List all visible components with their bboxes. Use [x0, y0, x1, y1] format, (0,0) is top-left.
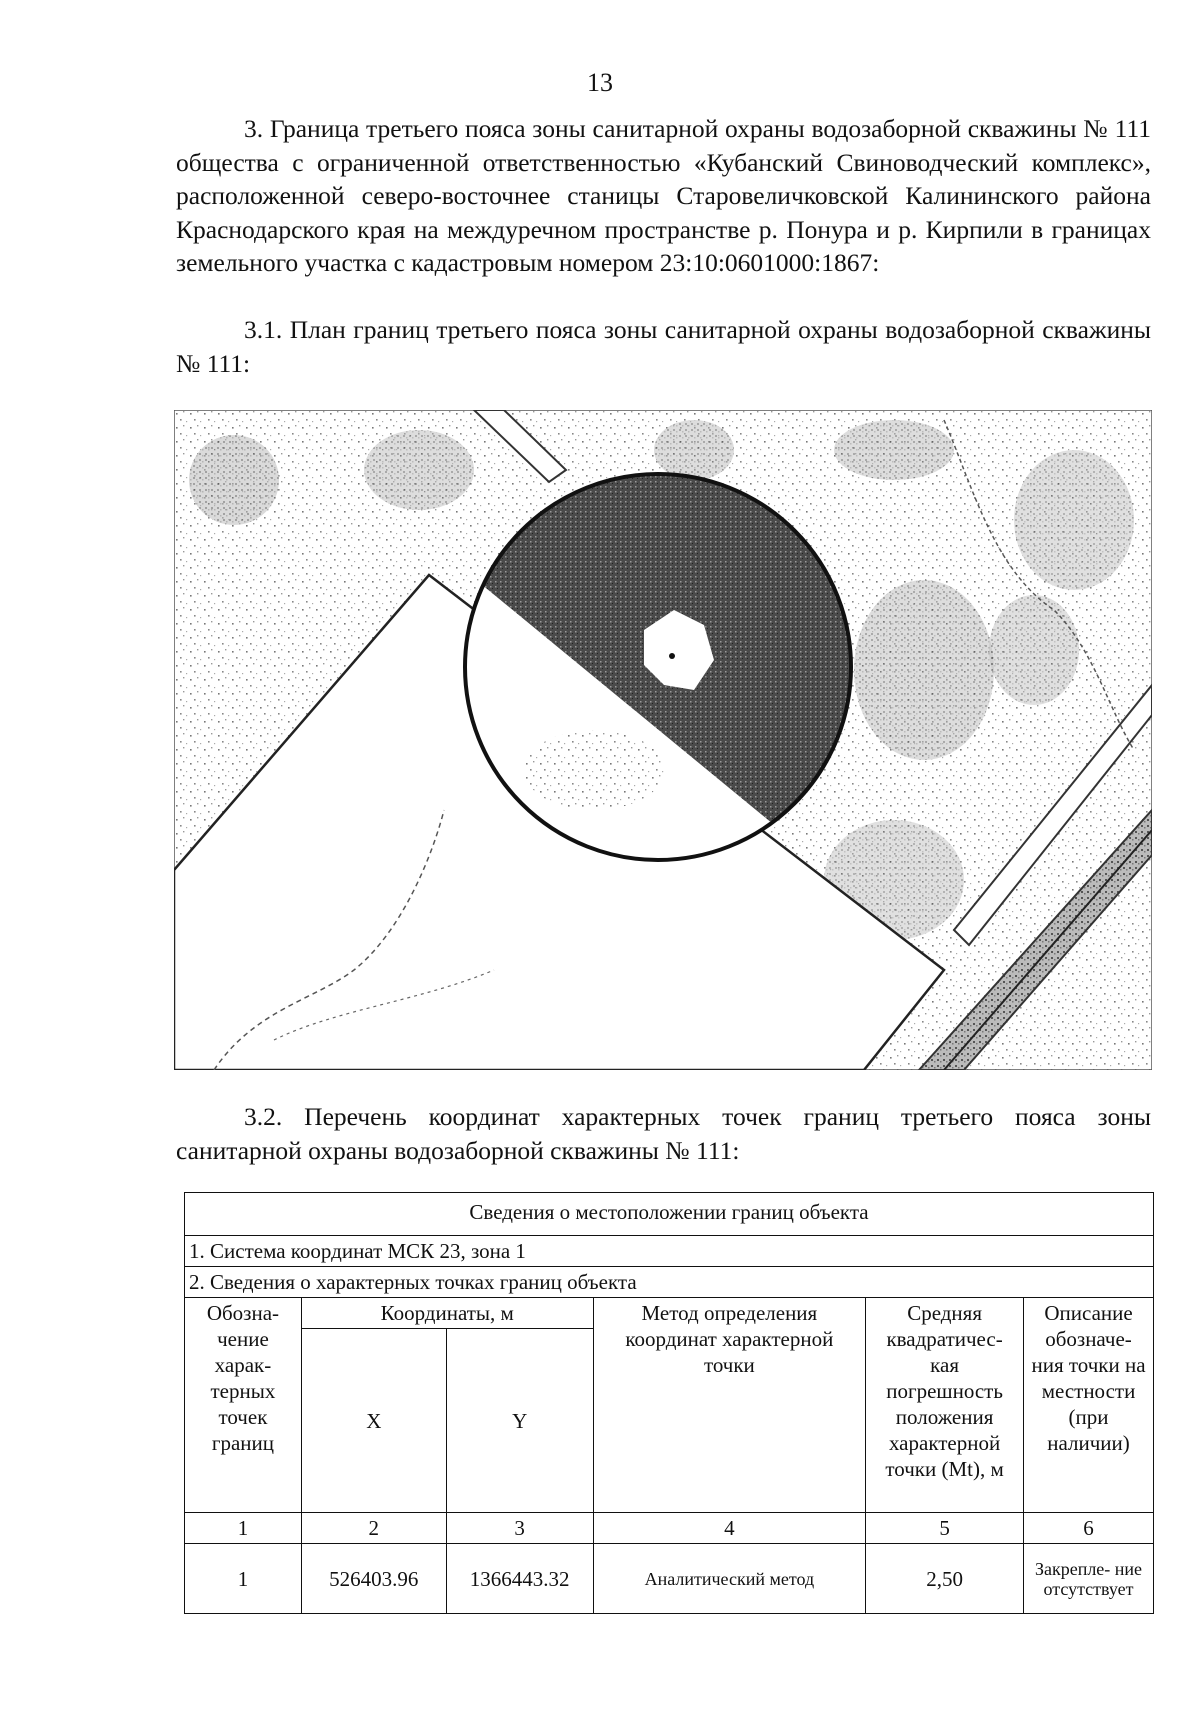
- column-number: 5: [866, 1513, 1024, 1544]
- well-marker: [669, 653, 675, 659]
- header-designation: Обозна- чение харак- терных точек границ: [185, 1298, 302, 1513]
- table-row: [185, 1544, 1154, 1614]
- section-3-paragraph: [176, 112, 1151, 280]
- header-description: Описание обозначе- ния точки на местности (при наличии): [1024, 1298, 1154, 1513]
- column-number: 1: [185, 1513, 302, 1544]
- column-number: 2: [301, 1513, 446, 1544]
- section-3-2-text: 3.2. Перечень координат характерных точек границ третьего пояса зоны санитарной охраны водозаборной скважины № 111:: [176, 1102, 1151, 1165]
- header-y: Y: [446, 1329, 593, 1513]
- header-error: Средняя квадратичес- кая погрешность положения характерной точки (Mt), м: [866, 1298, 1024, 1513]
- header-coordinates: Координаты, м: [301, 1298, 593, 1329]
- cell-y: 1366443.32: [446, 1544, 593, 1614]
- header-x: X: [301, 1329, 446, 1513]
- cell-description: Закрепле- ние отсутствует: [1024, 1544, 1154, 1614]
- cell-method: Аналитический метод: [593, 1544, 866, 1614]
- points-heading: 2. Сведения о характерных точках границ объекта: [185, 1267, 1154, 1298]
- cell-error: 2,50: [866, 1544, 1024, 1614]
- page-number: 13: [587, 68, 613, 97]
- map-image: [174, 410, 1152, 1070]
- cell-x: 526403.96: [301, 1544, 446, 1614]
- coordinates-table: [184, 1192, 1154, 1614]
- column-number: 4: [593, 1513, 866, 1544]
- section-3-1-text: 3.1. План границ третьего пояса зоны санитарной охраны водозаборной скважины № 111:: [176, 315, 1151, 378]
- cell-point: 1: [185, 1544, 302, 1614]
- column-number: 3: [446, 1513, 593, 1544]
- section-3-text: 3. Граница третьего пояса зоны санитарной охраны водозаборной скважины № 111 общества с ограниченной ответственностью «Кубанский Свиноводческий комплекс», расположенной северо-восточнее станицы Старовеличковской Калининского района Краснодарского края на междуречном пространстве р. Понура и р. Кирпили в границах земельного участка с кадастровым номером 23:10:0601000:1867:: [176, 114, 1151, 277]
- header-method: Метод определения координат характерной точки: [593, 1298, 866, 1513]
- column-numbers-row: [185, 1513, 1154, 1544]
- table-title: Сведения о местоположении границ объекта: [185, 1193, 1154, 1236]
- boundary-plan-map: [174, 410, 1152, 1070]
- section-3-1-paragraph: [176, 313, 1151, 380]
- column-number: 6: [1024, 1513, 1154, 1544]
- coord-system: 1. Система координат МСК 23, зона 1: [185, 1236, 1154, 1267]
- section-3-2-paragraph: [176, 1100, 1151, 1167]
